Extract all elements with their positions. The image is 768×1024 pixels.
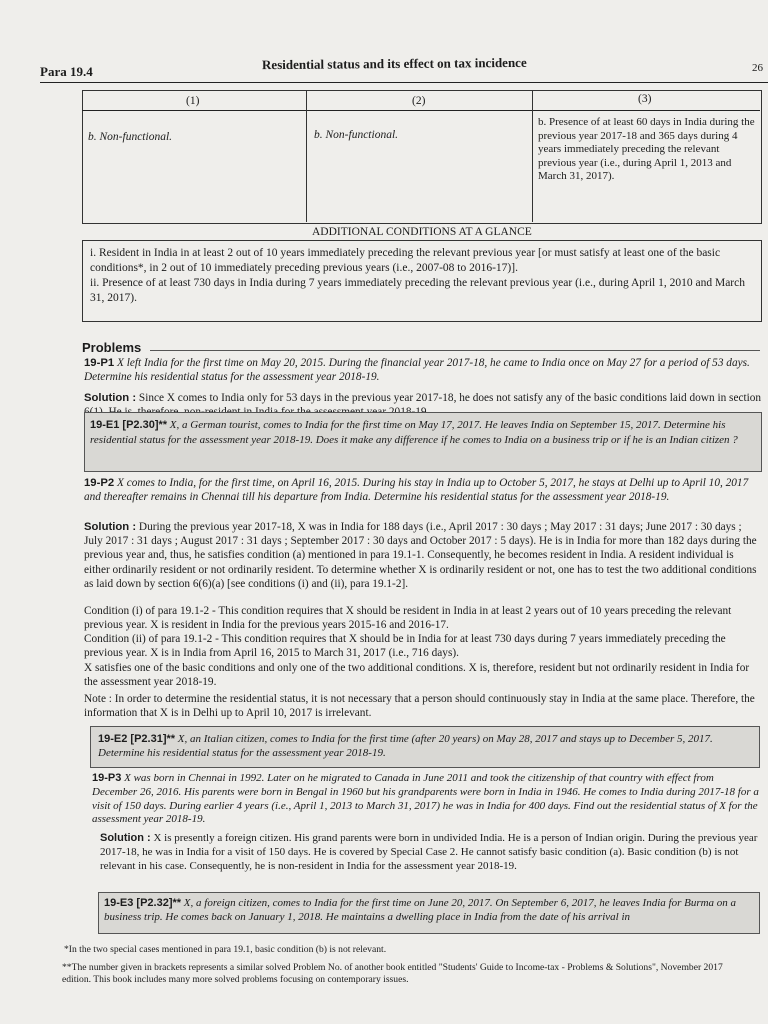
p2-note: Note : In order to determine the residential status, it is not necessary that a person should continuously stay in India at the same place. Therefore, the information that X is in Delhi up to April 10, 2017 is irrelevant. bbox=[84, 693, 755, 720]
exercise-text: X, a foreign citizen, comes to India for the first time on June 20, 2017. On September 6, 2017, he leaves India for Burma on a business trip. He comes back on January 1, 2018. He maintains a dwelling place in India from the date of his arrival in bbox=[104, 897, 737, 923]
condition-i: Condition (i) of para 19.1-2 - This condition requires that X should be resident in India in at least 2 years out of 10 years preceding the relevant previous year. X is resident in India for the previous years 2015-16 and 2016-17. bbox=[84, 605, 732, 632]
exercise-label: 19-E2 [P2.31]** bbox=[98, 733, 176, 745]
footnote-2: **The number given in brackets represents a similar solved Problem No. of another book entitled "Students' Guide to Income-tax - Problems & Solutions", November 2017 edition. This book includes many more solved problems focusing on contemporary issues. bbox=[62, 962, 723, 985]
header-rule bbox=[40, 82, 768, 83]
solution-text: Since X comes to India only for 53 days in the previous year 2017-18, he does not satisfy any of the basic conditions laid down in section bbox=[138, 392, 762, 404]
exercise-label: 19-E3 [P2.32]** bbox=[104, 897, 182, 909]
condition-ii: Condition (ii) of para 19.1-2 - This condition requires that X should be in India for at least 730 days during 7 years immediately preceding the previous year. X is in India from April 16, 2015 to March 31, 2017 (i.e., 716 days). bbox=[84, 633, 726, 660]
glance-item-1: i. Resident in India in at least 2 out of 10 years immediately preceding the relevant previous year [or must satisfy at least one of the basic conditions*, in 2 out of 10 immediately preceding previous years (i.e., 2007-08 to 2016-17)]. bbox=[90, 247, 721, 274]
p2-conclusion: X satisfies one of the basic conditions and only one of the two additional conditions. X is, therefore, resident but not ordinarily resident in India for the assessment year 2018-19. bbox=[84, 662, 750, 689]
problem-question: X comes to India, for the first time, on April 16, 2015. During his stay in India up to October 5, 2017, he stays at Delhi up to April 10, 2017 and thereafter remains in Chennai till his departure from India. Determine his residential status for the assessment year 2018-19. bbox=[84, 477, 749, 504]
glance-title: ADDITIONAL CONDITIONS AT A GLANCE bbox=[312, 226, 532, 238]
exercise-e3 bbox=[104, 896, 754, 924]
problem-p3 bbox=[92, 772, 760, 827]
table-cell-col2: b. Non-functional. bbox=[314, 129, 399, 141]
glance-item-2: ii. Presence of at least 730 days in India during 7 years immediately preceding the relevant previous year (i.e., during April 1, 2010 and March 31, 2017). bbox=[90, 277, 745, 304]
problem-label: 19-P2 bbox=[84, 477, 115, 489]
solution-label: Solution : bbox=[84, 392, 137, 404]
table-col-header-3: (3) bbox=[638, 93, 652, 105]
solution-label: Solution : bbox=[100, 832, 151, 844]
table-header-rule bbox=[82, 110, 760, 111]
solution-p3 bbox=[100, 832, 760, 873]
exercise-e2 bbox=[98, 732, 754, 760]
solution-label: Solution : bbox=[84, 521, 137, 533]
solution-text: X is presently a foreign citizen. His grand parents were born in undivided India. He is a person of Indian origin. During the previous year 2017-18, he was in India for a visit of 150 days. He is covered by Special Case 2. He cannot satisfy basic condition (a). Basic condition (b) is not relevant in his case. Consequently, he is non-resident in India for the assessment year 2018-19. bbox=[100, 832, 758, 872]
exercise-text: X, a German tourist, comes to India for the first time on May 17, 2017. He leaves India on September 15, 2017. Determine his residential status for the assessment year 2018-19. Does it make any difference if he comes to India on a business trip or if he is an Indian citizen ? bbox=[90, 419, 738, 446]
exercise-label: 19-E1 [P2.30]** bbox=[90, 419, 168, 431]
problem-question: X was born in Chennai in 1992. Later on he migrated to Canada in June 2011 and took the citizenship of that country with effect from December 26, 2016. His parents were born in Bengal in 1960 but his grandparents were born in India in 1946. He comes to India during 2017-18 for a visit of 150 days. During earlier 4 years (i.e., April 1, 2013 to March 31, 2017) he was in India for 400 days. Find out the residential status of X for the assessment year 2018-19. bbox=[92, 772, 759, 826]
table-col-divider bbox=[306, 90, 307, 222]
problem-label: 19-P3 bbox=[92, 772, 122, 784]
exercise-e1 bbox=[90, 418, 758, 447]
problems-heading: Problems bbox=[82, 340, 142, 355]
problem-question: X left India for the first time on May 20, 2015. During the financial year 2017-18, he came to India once on May 27 for a period of 53 days. Determine his residential status for the assessment year 2018-19. bbox=[84, 357, 750, 384]
problem-p2 bbox=[84, 476, 762, 504]
table-col-header-1: (1) bbox=[186, 95, 200, 107]
footnote-1: *In the two special cases mentioned in para 19.1, basic condition (b) is not relevant. bbox=[64, 944, 387, 955]
table-col-divider bbox=[532, 90, 533, 222]
table-cell-col1: b. Non-functional. bbox=[88, 131, 173, 143]
page-number: 26 bbox=[752, 62, 763, 74]
solution-text: During the previous year 2017-18, X was in India for 188 days (i.e., April 2017 : 30 days ; May 2017 : 31 days; June 2017 : 30 days ; July 2017 : 31 days ; August 2017 : 31 days ; September 2017 : 30 days and October 2017 : 5 days). He is in India for more than 182 days during the previous year and, thus, he satisfies condition (a) mentioned in para 19.1-1. Consequently, he becomes resident in India. A resident individual is either ordinarily resident or not ordinarily resident. To determine whether X is ordinarily resident or not, one has to test the two additional conditions as laid down by section 6(6)(a) [see conditions (i) and (ii), para 19.1-2]. bbox=[84, 521, 757, 590]
solution-p2 bbox=[84, 520, 762, 591]
table-col-header-2: (2) bbox=[412, 95, 426, 107]
table-cell-col3: b. Presence of at least 60 days in India during the previous year 2017-18 and 365 days during 4 years immediately preceding the relevant previous year (i.e., during April 1, 2013 and March 31, 2017). bbox=[538, 116, 755, 183]
problem-p1 bbox=[84, 356, 762, 384]
exercise-text: X, an Italian citizen, comes to India for the first time (after 20 years) on May 28, 2017 and stays up to December 5, 2017. Determine his residential status for the assessment year 2018-19. bbox=[98, 733, 713, 760]
problems-rule bbox=[150, 350, 760, 351]
problem-label: 19-P1 bbox=[84, 357, 115, 369]
page-title: Residential status and its effect on tax incidence bbox=[261, 54, 527, 73]
para-number: Para 19.4 bbox=[40, 64, 93, 79]
